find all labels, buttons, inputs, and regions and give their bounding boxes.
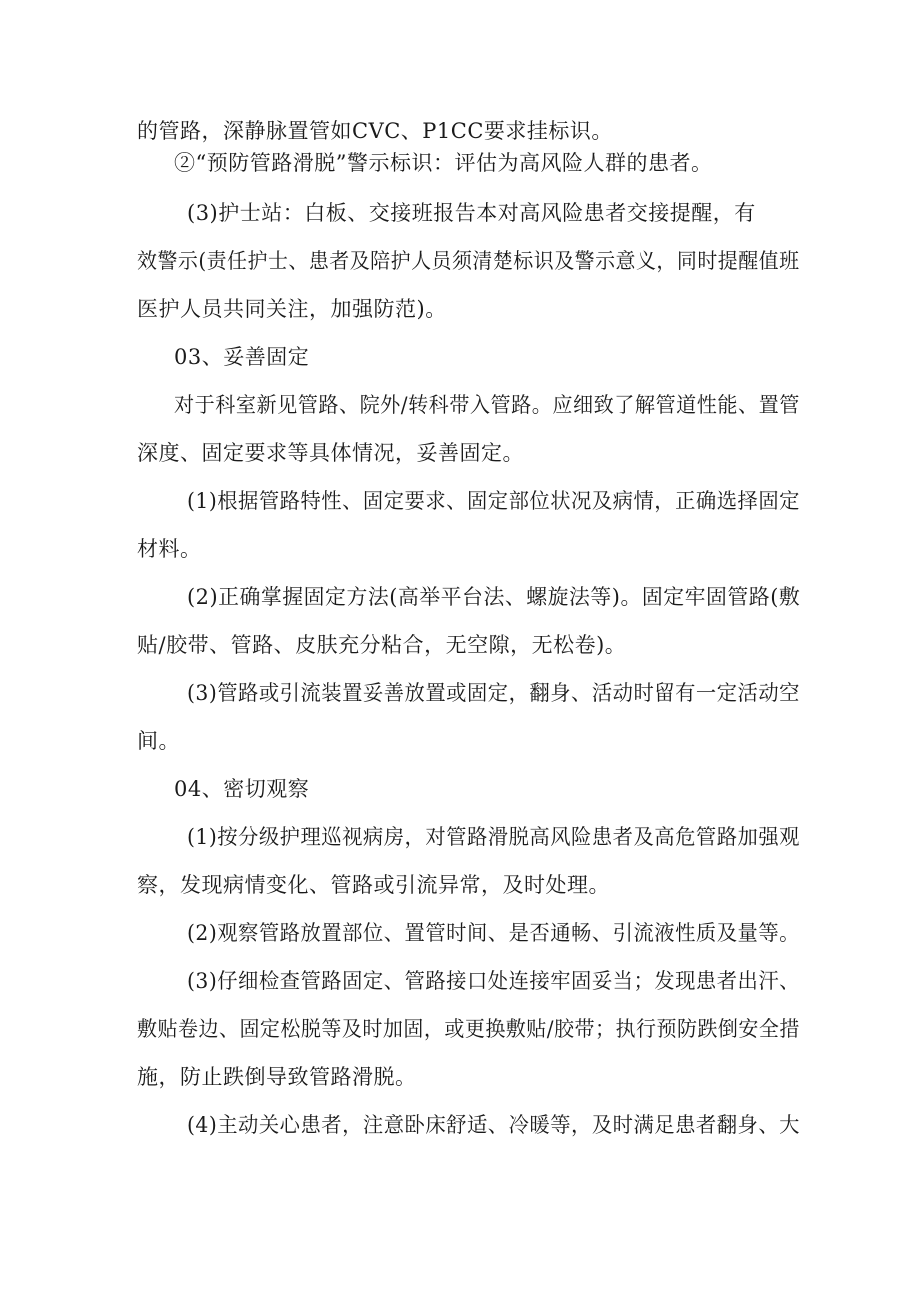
text-line: (2)正确掌握固定方法(高举平台法、螺旋法等)。固定牢固管路(敷 bbox=[187, 585, 801, 609]
text-line: 施，防止跌倒导致管路滑脱。 bbox=[137, 1065, 417, 1089]
text-line: 材料。 bbox=[137, 537, 202, 561]
text-line: 效警示(责任护士、患者及陪护人员须清楚标识及警示意义，同时提醒值班 bbox=[137, 249, 800, 273]
text-line: 对于科室新见管路、院外/转科带入管路。应细致了解管道性能、置管 bbox=[174, 393, 800, 417]
text-line: 察，发现病情变化、管路或引流异常，及时处理。 bbox=[137, 873, 610, 897]
text-line: (3)仔细检查管路固定、管路接口处连接牢固妥当；发现患者出汗、 bbox=[187, 969, 800, 993]
text-line: 的管路，深静脉置管如CVC、P1CC要求挂标识。 bbox=[137, 119, 613, 143]
section-heading: 04、密切观察 bbox=[174, 777, 310, 801]
text-line: 贴/胶带、管路、皮肤充分粘合，无空隙，无松卷)。 bbox=[137, 633, 627, 657]
text-line: (1)根据管路特性、固定要求、固定部位状况及病情，正确选择固定 bbox=[187, 489, 800, 513]
text-line: (3)护士站：白板、交接班报告本对高风险患者交接提醒，有 bbox=[187, 201, 756, 225]
text-line: ②“预防管路滑脱”警示标识：评估为高风险人群的患者。 bbox=[174, 151, 713, 175]
text-line: (2)观察管路放置部位、置管时间、是否通畅、引流液性质及量等。 bbox=[187, 921, 800, 945]
text-line: (3)管路或引流装置妥善放置或固定，翻身、活动时留有一定活动空 bbox=[187, 681, 800, 705]
section-heading: 03、妥善固定 bbox=[174, 345, 310, 369]
text-line: (1)按分级护理巡视病房，对管路滑脱高风险患者及高危管路加强观 bbox=[187, 825, 800, 849]
text-line: 深度、固定要求等具体情况，妥善固定。 bbox=[137, 441, 524, 465]
text-line: 敷贴卷边、固定松脱等及时加固，或更换敷贴/胶带；执行预防跌倒安全措 bbox=[137, 1017, 800, 1041]
text-line: 间。 bbox=[137, 729, 180, 753]
text-line: (4)主动关心患者，注意卧床舒适、冷暖等，及时满足患者翻身、大 bbox=[187, 1113, 800, 1137]
text-line: 医护人员共同关注，加强防范)。 bbox=[137, 297, 447, 321]
